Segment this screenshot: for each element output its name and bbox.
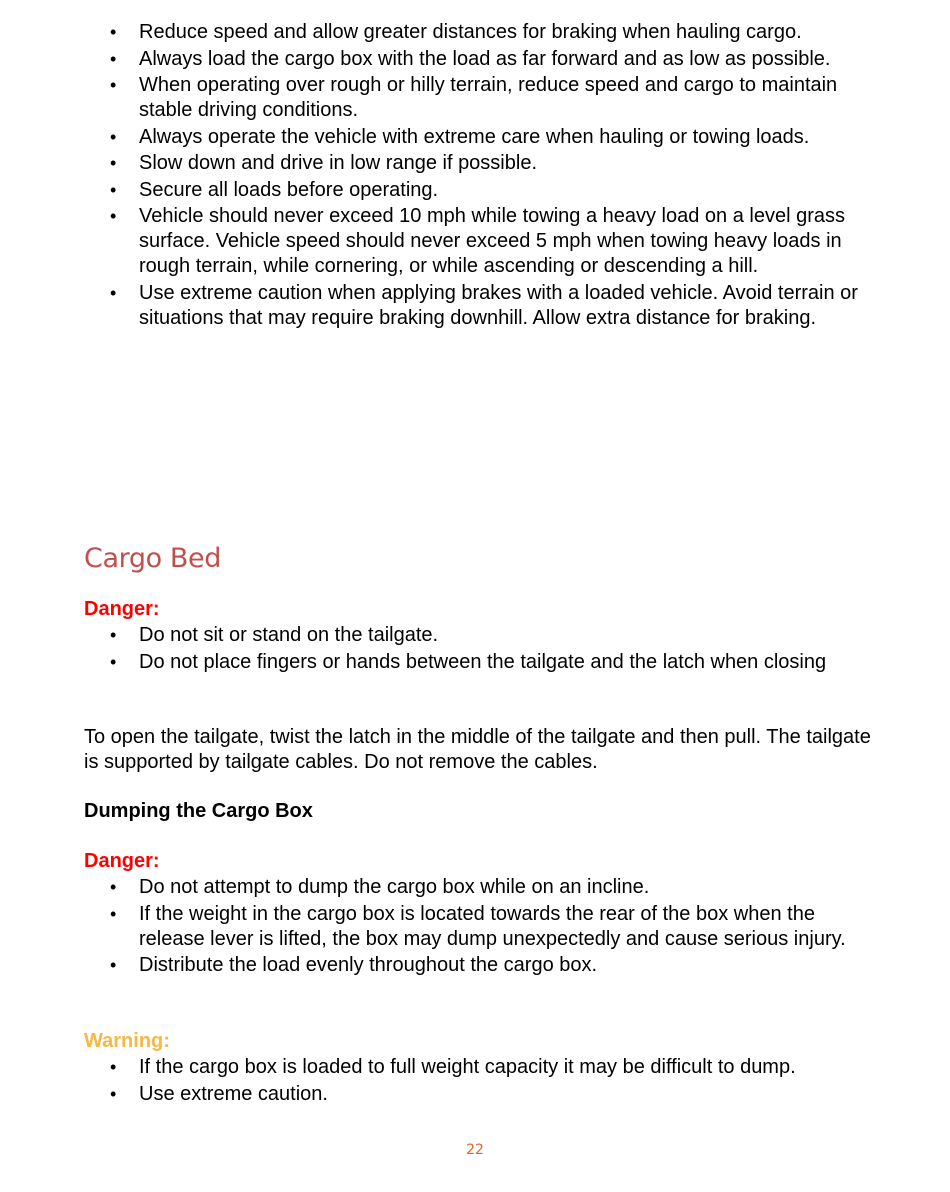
list-item-text: When operating over rough or hilly terrain, reduce speed and cargo to maintain stable driving conditions. [139, 74, 838, 121]
bullet-icon: • [110, 651, 117, 672]
list-item-text: Distribute the load evenly throughout the cargo box. [139, 954, 598, 976]
list-item-text: Vehicle should never exceed 10 mph while towing a heavy load on a level grass surface. Vehicle speed should never exceed 5 mph when towing heavy loads in rough terrain, while cornering, or while ascending or descending a hill. [139, 205, 845, 277]
dumping-heading: Dumping the Cargo Box [84, 800, 313, 822]
bullet-icon: • [110, 955, 117, 975]
list-item [110, 902, 870, 952]
list-item [110, 73, 870, 123]
warning-bullet-list [110, 1055, 870, 1108]
list-item [110, 1082, 870, 1107]
list-item-text: Use extreme caution when applying brakes with a loaded vehicle. Avoid terrain or situations that may require braking downhill. Allow extra distance for braking. [139, 281, 858, 329]
bullet-icon: • [110, 75, 117, 95]
list-item-text: If the cargo box is loaded to full weight capacity it may be difficult to dump. [139, 1056, 796, 1078]
list-item [110, 281, 870, 331]
bullet-icon: • [110, 1057, 117, 1077]
list-item-text: Always load the cargo box with the load as far forward and as low as possible. [139, 47, 831, 70]
list-item-text: Use extreme caution. [139, 1082, 328, 1105]
list-item [110, 20, 870, 45]
list-item-text: Reduce speed and allow greater distances for braking when hauling cargo. [139, 21, 802, 43]
danger-bullet-list [110, 875, 870, 980]
section-title: Cargo Bed [84, 543, 221, 574]
bullet-icon: • [110, 153, 117, 173]
bullet-icon: • [110, 625, 117, 645]
list-item [110, 1055, 870, 1080]
page-number: 22 [466, 1142, 484, 1158]
list-item [110, 125, 870, 150]
bullet-icon: • [110, 179, 117, 200]
list-item-text: Do not place fingers or hands between the tailgate and the latch when closing [139, 650, 827, 673]
list-item [110, 650, 870, 675]
tailgate-paragraph: To open the tailgate, twist the latch in the middle of the tailgate and then pull. The tailgate is supported by tailgate cables. Do not remove the cables. [84, 726, 871, 773]
list-item [110, 953, 870, 978]
bullet-icon: • [110, 48, 117, 69]
list-item-text: Slow down and drive in low range if possible. [139, 152, 537, 174]
list-item-text: Always operate the vehicle with extreme care when hauling or towing loads. [139, 125, 810, 148]
bullet-icon: • [110, 126, 117, 147]
list-item [110, 875, 870, 900]
warning-label: Warning: [84, 1030, 170, 1052]
bullet-icon: • [110, 22, 117, 42]
list-item-text: Do not attempt to dump the cargo box while on an incline. [139, 876, 650, 898]
list-item [110, 204, 870, 279]
list-item [110, 623, 870, 648]
bullet-icon: • [110, 877, 117, 897]
bullet-icon: • [110, 206, 117, 226]
list-item [110, 151, 870, 176]
bullet-icon: • [110, 903, 117, 924]
danger-label: Danger: [84, 850, 160, 872]
bullet-icon: • [110, 1083, 117, 1104]
list-item-text: Do not sit or stand on the tailgate. [139, 624, 439, 646]
safety-bullet-list [110, 20, 870, 332]
list-item [110, 47, 870, 72]
danger-label: Danger: [84, 598, 160, 620]
list-item-text: If the weight in the cargo box is located towards the rear of the box when the release lever is lifted, the box may dump unexpectedly and cause serious injury. [139, 902, 846, 950]
list-item-text: Secure all loads before operating. [139, 178, 439, 201]
list-item [110, 178, 870, 203]
bullet-icon: • [110, 282, 117, 303]
danger-bullet-list [110, 623, 870, 676]
